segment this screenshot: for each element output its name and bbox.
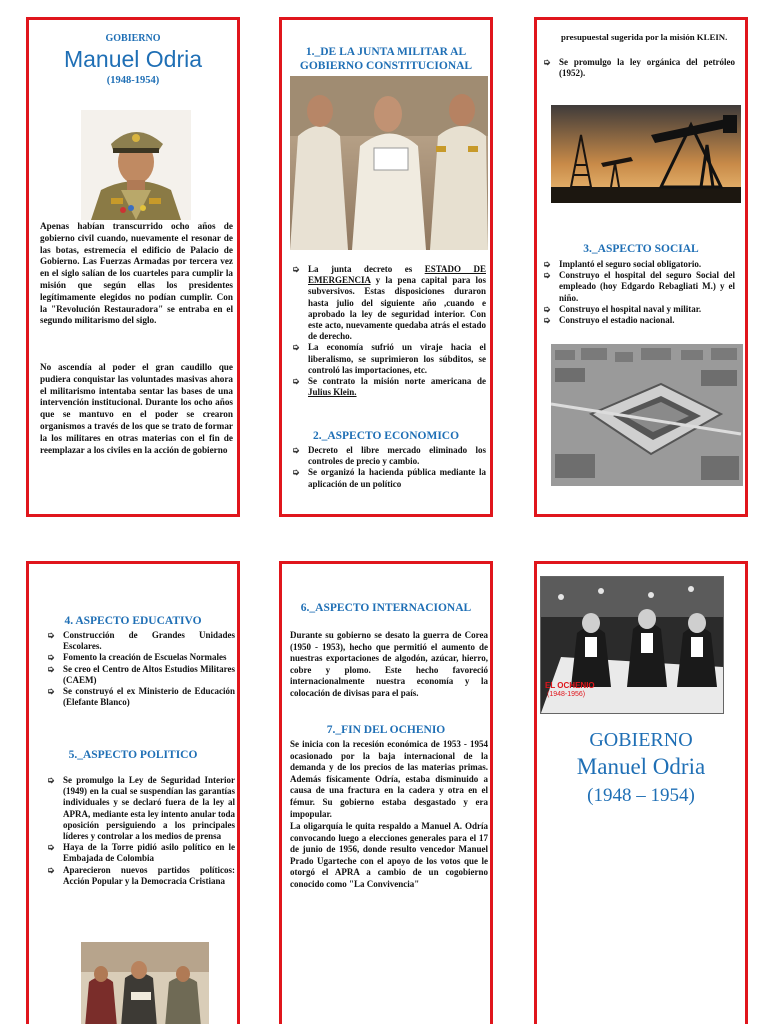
list-item: ➭ Aparecieron nuevos partidos políticos: Acción Popular y la Democracia Cristiana bbox=[47, 864, 235, 886]
panel-intro bbox=[26, 17, 240, 517]
section-heading-junta: 1._DE LA JUNTA MILITAR AL GOBIERNO CONSTITUCIONAL bbox=[299, 46, 473, 72]
junta-list bbox=[288, 264, 486, 398]
list-item: ➭ Implantó el seguro social obligatorio. bbox=[543, 259, 702, 269]
photo-caption-years: (1948-1956) bbox=[547, 691, 586, 698]
oil-wells-photo bbox=[551, 105, 741, 203]
arrow-bullet-icon: ➭ bbox=[543, 315, 551, 326]
list-item: ➭ Se creo el Centro de Altos Estudios Militares (CAEM) bbox=[47, 663, 235, 685]
list-item: ➭ Se construyó el ex Ministerio de Educación (Elefante Blanco) bbox=[47, 686, 235, 708]
arrow-bullet-icon: ➭ bbox=[543, 259, 551, 269]
arrow-bullet-icon: ➭ bbox=[47, 842, 55, 853]
junta-photo bbox=[290, 76, 488, 250]
panel-title: Manuel Odria bbox=[63, 46, 203, 72]
arrow-bullet-icon: ➭ bbox=[47, 630, 55, 640]
list-item: ➭ Se promulgo la ley orgánica del petróleo (1952). bbox=[543, 57, 735, 79]
continued-text: presupuestal sugerida por la misión KLEIN. bbox=[561, 32, 728, 42]
arrow-bullet-icon: ➭ bbox=[543, 303, 551, 314]
cover-title-years: (1948 – 1954) bbox=[587, 785, 695, 806]
arrow-bullet-icon: ➭ bbox=[47, 864, 55, 875]
social-list bbox=[539, 259, 735, 326]
list-item: ➭ Se organizó la hacienda pública mediante la aplicación de un político bbox=[292, 467, 486, 489]
list-item: ➭ Construyo el hospital naval y militar. bbox=[543, 303, 702, 314]
arrow-bullet-icon: ➭ bbox=[292, 467, 300, 478]
emphasis-link: ESTADO DE EMERGENCIA bbox=[308, 264, 486, 286]
panel-years: (1948-1954) bbox=[106, 75, 160, 86]
list-item: ➭ La junta decreto es ESTADO DE EMERGENCIA y la pena capital para los subversivos. Estas disposiciones duraron hasta julio del siguiente año ,cuando e aprobado la ley de seguridad interior. Con este acto, nuevamente quedaba atrás el estado de derecho. bbox=[292, 264, 486, 342]
panel-junta bbox=[279, 17, 493, 517]
list-item: ➭ La economía sufrió un viraje hacia el liberalismo, se suprimieron los súbditos, se controló las importaciones, etc. bbox=[292, 342, 486, 375]
panel-social bbox=[534, 17, 748, 517]
section-heading-politico: 5._ASPECTO POLITICO bbox=[68, 749, 198, 761]
arrow-bullet-icon: ➭ bbox=[543, 270, 551, 281]
internacional-text: Durante su gobierno se desato la guerra de Corea (1950 - 1953), hecho que permitió el aumento de nuestras exportaciones de algodón, azúcar, hierro, cobre y plomo. Este hecho favoreció internacionalmente nuestra economía y la colocación de divisas para el país. bbox=[290, 630, 488, 698]
panel-cover bbox=[534, 561, 748, 1024]
petroleo-list bbox=[539, 57, 735, 79]
intro-paragraph-2: No ascendía al poder el gran caudillo que pudiera conquistar las voluntades masivas ahora el militarismo intentaba sentar las bases de una intervención institucional. Durante los ocho años que se mantuvo en el poder se crearon organismos a través de los que se trato de formar la los militares en otras materias con el fin de reemplazar a los civiles en la acción de gobierno bbox=[40, 362, 233, 455]
banquet-photo bbox=[540, 576, 724, 714]
panel-internacional bbox=[279, 561, 493, 1024]
arrow-bullet-icon: ➭ bbox=[292, 264, 300, 274]
cover-title-name: Manuel Odria bbox=[576, 754, 706, 779]
list-item: ➭ Construyo el estadio nacional. bbox=[543, 315, 675, 326]
educativo-list bbox=[43, 630, 235, 708]
section-heading-economico: 2._ASPECTO ECONOMICO bbox=[312, 430, 460, 442]
arrow-bullet-icon: ➭ bbox=[47, 663, 55, 674]
intro-paragraph-1: Apenas habían transcurrido ocho años de gobierno civil cuando, nuevamente el resonar de las botas, estremecía el edificio de Palacio de Gobierno. Las Fuerzas Armadas por tercera vez en el siglo salían de los cuarteles para cumplir la misión que según ellas los presidentes legítimamente elegidos no podían cumplir. Con la "Revolución Restauradora" se entraba en el segundo militarismo del siglo. bbox=[40, 221, 233, 326]
portrait-photo bbox=[81, 110, 191, 220]
arrow-bullet-icon: ➭ bbox=[292, 342, 300, 353]
list-item: ➭ Se promulgo la Ley de Seguridad Interior (1949) en la cual se suspendían las garantías individuales y se declaró fuera de la ley al APRA, mediante esta ley intento anular toda oposición persiguiendo a los principales líderes y controlar a los medios de prensa bbox=[47, 775, 235, 842]
arrow-bullet-icon: ➭ bbox=[47, 775, 55, 785]
arrow-bullet-icon: ➭ bbox=[47, 652, 55, 663]
cover-title-gobierno: GOBIERNO bbox=[589, 729, 693, 751]
arrow-bullet-icon: ➭ bbox=[292, 445, 300, 455]
fin-ochenio-text-2: La oligarquía le quita respaldo a Manuel A. Odría convocando luego a elecciones generales para el 17 de junio de 1956, donde resulto vencedor Manuel Prado Ugarteche con el apoyo de los votos que le otorgó el APRA a cambio de un cogobierno conocido como "La Convivencia" bbox=[290, 821, 488, 889]
section-heading-internacional: 6._ASPECTO INTERNACIONAL bbox=[300, 602, 472, 614]
section-heading-fin-ochenio: 7._FIN DEL OCHENIO bbox=[326, 724, 446, 736]
emphasis-link: Julius Klein. bbox=[308, 387, 357, 398]
panel-kicker: GOBIERNO bbox=[105, 33, 161, 44]
list-item: ➭ Construyo el hospital del seguro Social del empleado (hoy Edgardo Rebagliati M.) y el niño. bbox=[543, 270, 735, 303]
fin-ochenio-text-1: Se inicia con la recesión económica de 1953 - 1954 ocasionado por la baja internacional de la demanda y de los precios de las materias primas. Además físicamente Odría, estaba disminuido a causa de una fractura en la cadera y otra en el fémur. Su gobierno estaba desgastado y era impopular. bbox=[290, 739, 488, 819]
list-item: ➭ Haya de la Torre pidió asilo político en le Embajada de Colombia bbox=[47, 842, 235, 864]
section-heading-social: 3._ASPECTO SOCIAL bbox=[583, 243, 699, 255]
panel-educativo bbox=[26, 561, 240, 1024]
arrow-bullet-icon: ➭ bbox=[47, 686, 55, 697]
section-heading-educativo: 4. ASPECTO EDUCATIVO bbox=[64, 615, 202, 627]
politico-list bbox=[43, 775, 235, 887]
photo-caption-label: EL OCHENIO bbox=[545, 681, 595, 690]
list-item: ➭ Fomento la creación de Escuelas Normales bbox=[47, 652, 227, 663]
ceremony-photo bbox=[81, 942, 209, 1024]
arrow-bullet-icon: ➭ bbox=[292, 376, 300, 387]
list-item: ➭ Se contrato la misión norte americana de Julius Klein. bbox=[292, 376, 486, 398]
arrow-bullet-icon: ➭ bbox=[543, 57, 551, 67]
list-item: ➭ Construcción de Grandes Unidades Escolares. bbox=[47, 630, 235, 652]
list-item: ➭ Decreto el libre mercado eliminado los controles de precio y cambio. bbox=[292, 445, 486, 467]
stadium-photo bbox=[551, 344, 743, 486]
economico-list bbox=[288, 445, 486, 490]
